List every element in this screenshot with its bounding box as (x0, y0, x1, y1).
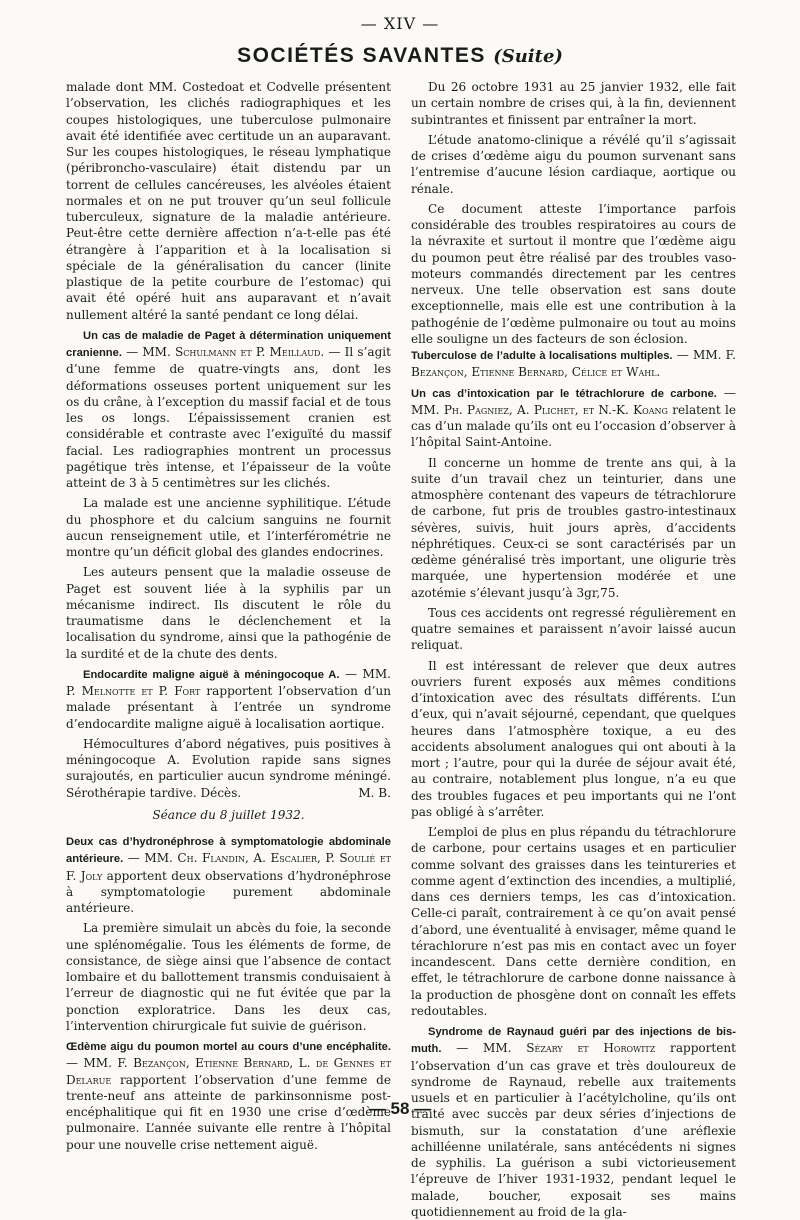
paragraph (66, 736, 391, 801)
paragraph: La malade est une ancienne syphilitique. L’étude du phosphore et du calcium sanguins ne fournit aucun renseignement utile, et l’interférométrie ne montre qu’un déficit global des glandes endocrines. (66, 496, 391, 559)
paragraph-text: Hémocultures d’abord négatives, puis positives à méningocoque A. Evolution rapide sans signes surajoutés, en particulier aucun syndrome méningé. Sérothérapie tardive. Décès. (66, 736, 391, 800)
paragraph: L’emploi de plus en plus répandu du tétrachlorure de carbone, pour certains usages et en particulier comme solvant des graisses dans les teintureries et comme agent d’extinction des incendies, a multiplié, dans ces derniers temps, les cas d’intoxication. Celle-ci paraît, contrairement à ce qu’on avait pensé d’abord, une éventualité à envisager, même quand le térachlorure n’est pas mis en contact avec un foyer incandescent. Dans cette dernière condition, en effet, le tétrachlorure de carbone donne naissance à la production de phosgène dont on connaît les effets redoutables. (411, 825, 736, 1018)
paragraph: Du 26 octobre 1931 au 25 janvier 1932, elle fait un certain nombre de crises qui, à la fin, deviennent subintrantes et finissent par entraîner la mort. (411, 80, 736, 127)
section-hydronephrose (66, 833, 391, 916)
section-text: rapportent l’observation d’un malade présentant à l’entrée un syndrome d’endocardite maligne aiguë à localisation aortique. (66, 684, 392, 731)
section-text: rapportent l’observation d’une femme de trente-neuf ans atteinte de parkinsonnisme post-encéphalitique qui fit en 1930 une crise d’œdème pulmonaire. L’année suivante elle rentre à l’hôpital pour une nouvelle crise nettement aiguë. (66, 1072, 391, 1152)
paragraph: Ce document atteste l’importance parfois considérable des troubles respiratoires au cours de la névraxite et surtout il montre que l’œdème aigu du poumon peut être réalisé par des troubles vaso-moteurs commandés directement par les centres nerveux. Une telle observation est sans doute exceptionnelle, mais elle est une contribution à la pathogénie de l’œdème pulmonaire ou tout au moins elle souligne un des facteurs de son éclosion. (411, 201, 736, 346)
section-authors: — MM. Ch. Flandin, A. Escalier, P. Soulié et F. Joly (66, 851, 391, 883)
section-authors: — MM. Sézary et Horowitz (441, 1041, 656, 1056)
page-title (0, 44, 800, 68)
paragraph: L’étude anatomo-clinique a révélé qu’il s’agissait de crises d’œdème aigu du poumon survenant sans l’entremise d’aucune lésion cardiaque, aortique ou rénale. (411, 132, 736, 196)
title-suite: (Suite) (493, 46, 563, 67)
signature: M. B. (358, 785, 391, 800)
section-tuberculose (411, 347, 736, 381)
section-paget (66, 327, 391, 492)
paragraph: Tous ces accidents ont regressé régulièrement en quatre semaines et paraissent n’avoir laissé aucun reliquat. (411, 605, 736, 653)
paragraph: La première simulait un abcès du foie, la seconde une splénomégalie. Tous les éléments de forme, de consistance, de siège ainsi que l’absence de contact lombaire et du ballottement transmis conduisaient à l’erreur de diagnostic qui ne fut évitée que par la ponction exploratrice. Dans les deux cas, l’intervention chirurgicale fut suivie de guérison. (66, 921, 391, 1033)
seance-date: Séance du 8 juillet 1932. (152, 807, 305, 822)
section-heading: Deux cas d’hydronéphrose à symptomatologie abdominale antérieure. (66, 836, 391, 866)
paragraph: Il est intéressant de relever que deux autres ouvriers furent exposés aux mêmes conditions d’intoxication avec des résultats différents. L’un d’eux, qui n’avait séjourné, cependant, que quelques heures dans l’atmosphère toxique, a eu des accidents absolument analogues qui ont abouti à la mort ; l’autre, pour qui la durée de séjour avait été, au contraire, notablement plus longue, n’a eu que des troubles fugaces et peu importants qui ne l’ont pas obligé à s’arrêter. (411, 658, 736, 819)
section-text: apportent deux observations d’hydronéphrose à symptomatologie purement abdominale antérieure. (66, 868, 391, 915)
section-heading: Endocardite maligne aiguë à méningocoque A. (83, 668, 340, 681)
section-text: — Il s’agit d’une femme de quatre-vingts ans, dont les déformations osseuses portent uniquement sur les os du crâne, à l’exception du massif facial et de tous les os longs. L’épaississement cranien est considérable et contraste avec l’exiguïté du massif facial. Les radiographies montrent un processus pagétique très intense, et l’épaisseur de la voûte atteint de 3 à 5 centimètres sur les clichés. (66, 345, 391, 490)
title-text: SOCIÉTÉS SAVANTES (237, 44, 486, 67)
section-text: relatent le cas d’un malade qu’ils ont eu l’occasion d’observer à l’hôpital Saint-Antoine. (411, 402, 736, 450)
section-text: rapportent l’observation d’un cas grave et très douloureux de syndrome de Raynaud, rebelle aux traitements usuels et en particulier à l’acétylcholine, qu’ils ont traité avec succès par deux séries d’injections de bismuth, sur la constatation d’une aréflexie achilléenne unilatérale, sans antécédents ni signes de syphilis. La guérison a subi victorieusement l’épreuve de l’hiver 1931-1932, pendant lequel le malade, boucher, exposait ses mains quotidiennement au froid de la gla- (411, 1041, 737, 1219)
section-raynaud (411, 1023, 736, 1220)
page-roman-numeral: — XIV — (360, 14, 440, 33)
paragraph: Il concerne un homme de trente ans qui, à la suite d’un travail chez un teinturier, dans une atmosphère contenant des vapeurs de tétrachlorure de carbone, fut pris de troubles gastro-intestinaux sévères, suivis, huit jours après, d’accidents néphrétiques. Ceux-ci se sont caractérisés par un œdème généralisé très important, une oligurie très marquée, une hypertension modérée et une azotémie s’élevant jusqu’à 3gr,75. (411, 455, 736, 600)
left-column (66, 79, 391, 1153)
section-heading: Tuberculose de l’adulte à localisations multiples. (411, 350, 673, 362)
section-heading: Syndrome de Raynaud guéri par des injections de bismuth. (411, 1026, 736, 1056)
section-authors: — MM. P. Melnotte et P. Fort (66, 666, 391, 698)
paragraph: malade dont MM. Costedoat et Codvelle présentent l’observation, les clichés radiographiques et les coupes histologiques, une tuberculose pulmonaire avait été identifiée avec certitude un an auparavant. Sur les coupes histologiques, le réseau lymphatique (péribroncho-vasculaire) était distendu par un torrent de cellules cancéreuses, les alvéoles étaient normales et on ne put trouver qu’un seul follicule tuberculeux, signature de la maladie antérieure. Peut-être cette dernière affection n’a-t-elle pas été étrangère à l’apparition et à la localisation si spéciale de la généralisation du cancer (linite plastique de la petite courbure de l’estomac) qui avait été opéré huit ans auparavant et n’avait nullement altéré la santé pendant ce long délai. (66, 80, 391, 322)
paragraph: Les auteurs pensent que la maladie osseuse de Paget est souvent liée à la syphilis par un mécanisme indirect. Ils discutent le rôle du traumatisme dans le déclenchement et la localisation du syndrome, ainsi que la pathogénie de la surdité et de la chute des dents. (66, 565, 391, 661)
section-authors: — MM. F. Bezançon, Etienne Bernard, Célice et Wahl. (411, 348, 736, 380)
section-authors: — MM. Ph. Pagniez, A. Plichet, et N.-K. Koang (411, 385, 736, 417)
section-authors: — MM. Schulmann et P. Meillaud. (121, 345, 325, 359)
section-oedeme (66, 1038, 391, 1153)
section-authors: — MM. F. Bezançon, Etienne Bernard, L. de Gennes et Delarue (66, 1056, 391, 1087)
section-intoxication (411, 385, 736, 451)
section-endocardite (66, 666, 391, 732)
section-heading: Un cas de maladie de Paget à détermination uniquement cranienne. (66, 329, 391, 359)
right-column (411, 79, 736, 1220)
page-number: — 58 — (368, 1099, 432, 1118)
section-heading: Œdème aigu du poumon mortel au cours d’une encéphalite. (66, 1041, 391, 1053)
section-heading: Un cas d’intoxication par le tétrachlorure de carbone. (411, 387, 717, 400)
